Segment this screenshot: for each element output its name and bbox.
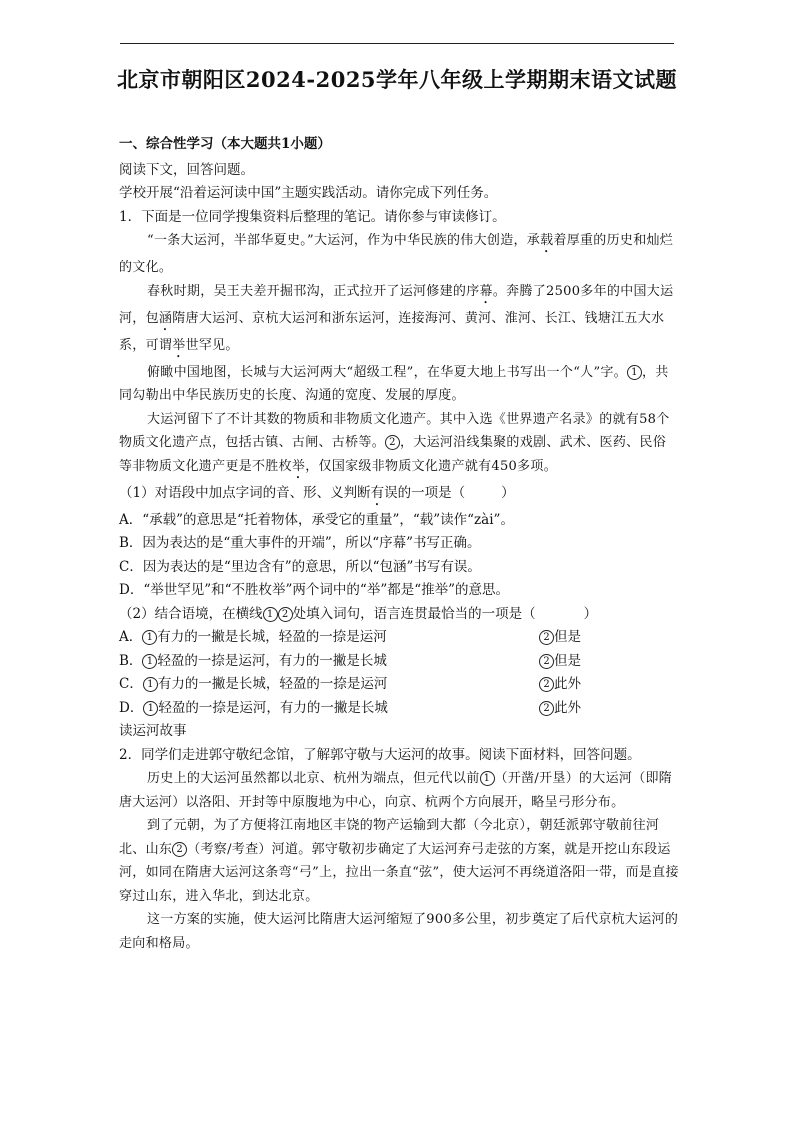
question-2-prompt: 2．同学们走进郭守敬纪念馆，了解郭守敬与大运河的故事。阅读下面材料，回答问题。 [119,746,641,763]
option-d: D．“举世罕见”和“不胜枚举”两个词中的“举”都是“推举”的意思。 [119,582,510,598]
option-b: B． 1 轻盈的一捺是运河，有力的一撇是长城 2 但是 [119,652,581,669]
blank-marker: 2 [385,435,400,450]
option-c: C． 1 有力的一撇是长城，轻盈的一捺是运河 2 此外 [119,676,581,692]
option-a: A． 1 有力的一撇是长城，轻盈的一捺是运河 2 但是 [119,629,581,645]
section-heading: 一、综合性学习（本大题共1小题） [119,136,331,152]
option-d: D． 1 轻盈的一捺是运河，有力的一撇是长城 2 此外 [119,699,581,716]
passage-paragraph: 俯瞰中国地图，长城与大运河两大“超级工程”，在华夏大地上书写出一个“人”字。 1 ，共同勾勒出中华民族历史的长度、沟通的宽度、发展的厚度。 [119,364,669,403]
passage-paragraph: “一条大运河，半部华夏史。”大运河，作为中华民族的伟大创造，承载着厚重的历史和灿烂的文化。 [119,233,674,275]
passage-paragraph: 历史上的大运河虽然都以北京、杭州为端点，但元代以前 1 （开凿/开垦）的大运河（即隋唐大运河）以洛阳、开封等中原腹地为中心，向京、杭两个方向展开，略呈弓形分布。 [119,771,673,810]
passage-paragraph: 到了元朝，为了方便将江南地区丰饶的物产运输到大都（今北京），朝廷派郭守敬前往河北、山东 2 （考察/考查）河道。郭守敬初步确定了大运河弃弓走弦的方案，就是开挖山东段运河，如同在隋唐大运河这条弯“弓”上，拉出一条直“弦”，使大运河不再绕道洛阳一带，而是直接穿过山东，进入华北，到达北京。 [119,818,679,904]
question-1-prompt: 1．下面是一位同学搜集资料后整理的笔记。请你参与审读修订。 [119,208,506,225]
sub-question-2: （2）结合语境，在横线 1 2 处填入词句，语言连贯最恰当的一项是（ ） [119,605,598,622]
document-body [119,133,679,955]
passage-paragraph: 大运河留下了不计其数的物质和非物质文化遗产。其中入选《世界遗产名录》的就有58个物质文化遗产点，包括古镇、古闸、古桥等。 2 ，大运河沿线集聚的戏剧、武术、医药、民俗等非物质文化遗产更是不胜枚举，仅国家级非物质文化遗产就有450多项。 [119,411,670,474]
sub-question-1: （1）对语段中加点字词的音、形、义判断有误的一项是（ ） [119,484,515,501]
option-b: B．因为表达的是“重大事件的开端”，所以“序幕”书写正确。 [119,535,481,551]
intro-line: 阅读下文，回答问题。 [119,161,254,178]
blank-marker: 1 [627,365,642,380]
passage-paragraph: 这一方案的实施，使大运河比隋唐大运河缩短了900多公里，初步奠定了后代京杭大运河的走向和格局。 [119,912,679,951]
header-rule [120,43,674,44]
passage-paragraph: 春秋时期，吴王夫差开掘邗沟，正式拉开了运河修建的序幕。奔腾了2500多年的中国大运河，包涵隋唐大运河、京杭大运河和浙东运河，连接海河、黄河、淮河、长江、钱塘江五大水系，可谓举世罕见。 [119,283,674,353]
intro-line: 学校开展“沿着运河读中国”主题实践活动。请你完成下列任务。 [119,185,498,201]
page-title: 北京市朝阳区2024-2025学年八年级上学期期末语文试题 [116,67,678,92]
option-a: A．“承载”的意思是“托着物体，承受它的重量”，“载”读作“zài”。 [119,511,514,528]
story-heading: 读运河故事 [119,723,187,739]
option-c: C．因为表达的是“里边含有”的意思，所以“包涵”书写有误。 [119,558,481,575]
